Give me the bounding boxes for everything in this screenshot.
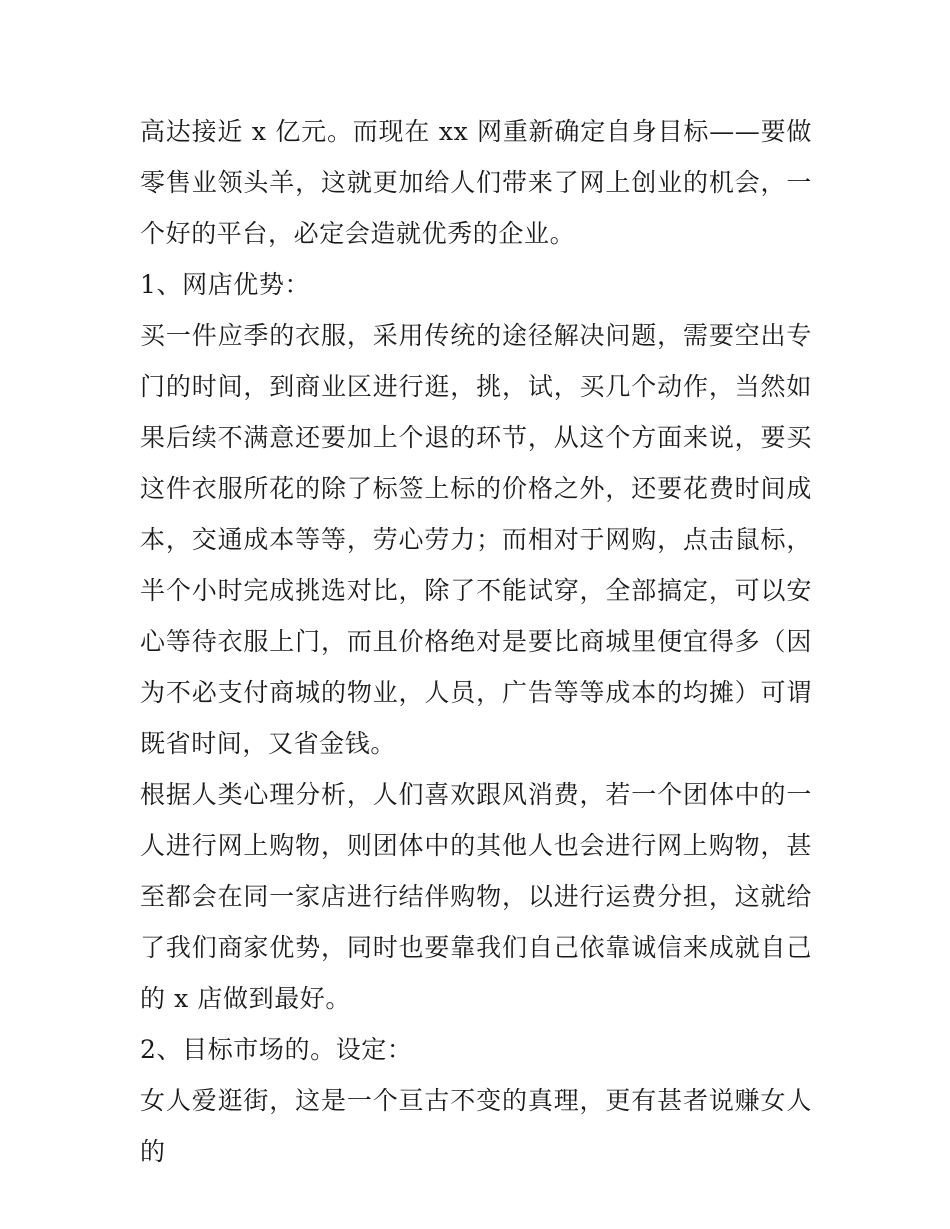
- intro-paragraph: 高达接近 x 亿元。而现在 xx 网重新确定自身目标——要做零售业领头羊，这就更加给人们带来了网上创业的机会，一个好的平台，必定会造就优秀的企业。: [140, 117, 812, 248]
- document-body: [140, 106, 812, 1177]
- section-heading-target-market: 2、目标市场的。设定：: [140, 1035, 413, 1064]
- paragraph-seasonal-clothing-comparison: 买一件应季的衣服，采用传统的途径解决问题，需要空出专门的时间，到商业区进行逛，挑，试，买几个动作，当然如果后续不满意还要加上个退的环节，从这个方面来说，要买这件衣服所花的除了标签上标的价格之外，还要花费时间成本，交通成本等等，劳心劳力；而相对于网购，点击鼠标，半个小时完成挑选对比，除了不能试穿，全部搞定，可以安心等待衣服上门，而且价格绝对是要比商城里便宜得多（因为不必支付商城的物业，人员，广告等等成本的均摊）可谓既省时间，又省金钱。: [140, 321, 812, 758]
- paragraph-women-shopping: 女人爱逛街，这是一个亘古不变的真理，更有甚者说赚女人的: [140, 1086, 812, 1166]
- section-heading-online-store-advantages: 1、网店优势：: [140, 270, 311, 299]
- paragraph-consumer-psychology: 根据人类心理分析，人们喜欢跟风消费，若一个团体中的一人进行网上购物，则团体中的其他人也会进行网上购物，甚至都会在同一家店进行结伴购物，以进行运费分担，这就给了我们商家优势，同时也要靠我们自己依靠诚信来成就自己的 x 店做到最好。: [140, 780, 812, 1013]
